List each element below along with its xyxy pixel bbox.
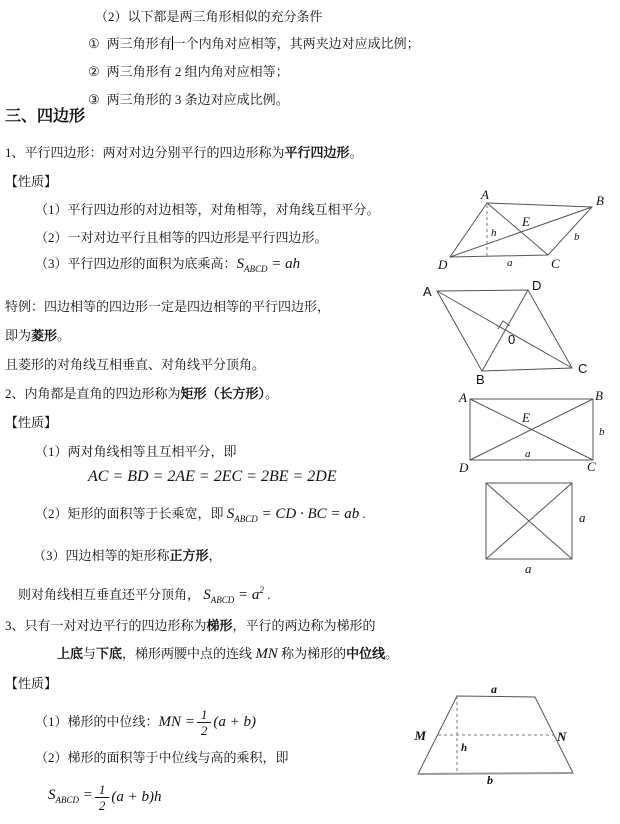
- rect-diagonal-formula: [88, 468, 337, 486]
- rect-property-1: [35, 443, 237, 461]
- pgram-p3-text: （3）平行四边形的面积为底乘高：: [35, 256, 237, 271]
- rhombus-note-1: [5, 298, 330, 316]
- rhombus-l2-a: 即为: [5, 328, 32, 343]
- pgram-props-text: 【性质】: [5, 174, 58, 189]
- trap-area-formula: [48, 778, 162, 816]
- trap-def2-f: 称为梯形的: [277, 646, 347, 661]
- trap-MN: MN: [255, 646, 278, 662]
- trap-def-term: 梯形: [206, 618, 233, 633]
- vertex-label-B: B: [476, 372, 485, 387]
- vertex-label-A: A: [459, 390, 467, 405]
- bottom-base-edge: [418, 773, 573, 774]
- square-note-text: 则对角线相互垂直还平分顶角，: [18, 587, 204, 602]
- side-label-a: a: [507, 257, 513, 269]
- side-label-a-right: a: [579, 510, 586, 525]
- rect-property-2: [35, 505, 366, 528]
- square-note: [18, 581, 270, 609]
- pgram-area-formula: [237, 256, 301, 272]
- diagonal-DB: [450, 207, 592, 257]
- rect-f1-text: AC = BD = 2AE = 2EC = 2BE = 2DE: [88, 468, 337, 485]
- rhombus-l3-text: 且菱形的对角线互相垂直、对角线平分顶角。: [5, 357, 266, 372]
- rhombus-l1-text: 特例：四边相等的四边形一定是四边相等的平行四边形，: [5, 299, 331, 314]
- vertex-label-C: C: [578, 361, 588, 376]
- item1-text-a: 两三角形有: [106, 36, 172, 51]
- fraction-numerator: 1: [95, 782, 110, 798]
- formula-exponent: 2: [259, 585, 264, 595]
- vertex-label-A: A: [481, 187, 489, 202]
- fraction-one-half: [95, 782, 110, 813]
- vertex-label-B: B: [595, 388, 603, 403]
- formula-S: S: [236, 256, 245, 272]
- diagonal-DB: [482, 290, 528, 371]
- side-label-a: a: [525, 448, 531, 460]
- side-label-b: b: [574, 231, 580, 243]
- similarity-item-1: [88, 35, 420, 53]
- rhombus-term: 菱形: [31, 328, 58, 343]
- square-area-formula: [203, 587, 264, 603]
- pgram-p2-text: （2）一对对边平行且相等的四边形是平行四边形。: [35, 230, 328, 245]
- center-label-O: 0: [508, 332, 516, 347]
- circled-1-bullet: ①: [88, 36, 100, 51]
- trap-def2-d: ，梯形两腰中点的连线: [122, 646, 256, 661]
- formula-rhs: = ah: [267, 256, 301, 272]
- item1-text-b: 一个内角对应相等，其两夹边对应成比例；: [172, 36, 420, 51]
- trapezoid-definition-2: [57, 645, 398, 663]
- pgram-p1-text: （1）平行四边形的对边相等，对角相等，对角线互相平分。: [35, 202, 380, 217]
- trap-property-1: [35, 703, 256, 741]
- vertex-label-D: D: [459, 460, 469, 475]
- rhombus-diagram: [420, 280, 620, 390]
- parallelogram-outline: [450, 203, 592, 257]
- square-diagram: [480, 478, 615, 578]
- formula-eq: =: [181, 714, 195, 730]
- item2-text: 两三角形有 2 组内角对应相等；: [106, 64, 289, 79]
- midpoint-label-M: M: [414, 728, 426, 743]
- top-base-label-a: a: [491, 682, 497, 696]
- rect-p2-text: （2）矩形的面积等于长乘宽，即: [35, 506, 227, 521]
- midpoint-label-N: N: [557, 729, 567, 744]
- trap-lower-base-term: 下底: [96, 646, 123, 661]
- rect-props-text: 【性质】: [5, 415, 58, 430]
- rhombus-note-2: [5, 327, 70, 345]
- vertex-label-A: A: [423, 284, 432, 299]
- trap-p2-text: （2）梯形的面积等于中位线与高的乘积，即: [35, 750, 289, 765]
- area-formula-lhs: [48, 786, 93, 809]
- pgram-def-a: 1、平行四边形：两对对边分别平行的四边形称为: [5, 145, 285, 160]
- midline-formula-lhs: [159, 713, 195, 731]
- right-angle-marker: [498, 321, 510, 329]
- rect-def-c: 。: [265, 386, 279, 401]
- pgram-def-term: 平行四边形: [284, 145, 350, 160]
- trapezoid-definition-1: [5, 617, 376, 635]
- vertex-label-C: C: [587, 459, 596, 474]
- rect-area-formula: [227, 506, 360, 522]
- circled-2-bullet: ②: [88, 64, 100, 79]
- square-note-end: .: [263, 587, 271, 602]
- vertex-label-B: B: [596, 193, 604, 208]
- similarity-item-2: [88, 63, 289, 81]
- trap-property-2: [35, 749, 289, 767]
- formula-sub: ABCD: [244, 264, 268, 274]
- rectangle-definition: [5, 385, 278, 403]
- parallelogram-definition: [5, 144, 363, 162]
- rhombus-l2-c: 。: [57, 328, 71, 343]
- point-label-E: E: [522, 214, 530, 229]
- trapezoid-outline: [418, 696, 573, 774]
- formula-rhs: = a: [234, 587, 260, 603]
- trap-def2-b: 与: [83, 646, 97, 661]
- formula-S: S: [203, 587, 211, 603]
- trap-def-c: ，平行的两边称为梯形的: [232, 618, 376, 633]
- similarity-intro: [95, 8, 323, 26]
- midline-formula-rhs: (a + b): [213, 714, 257, 730]
- pgram-properties-label: [5, 173, 57, 191]
- square-term: 正方形: [169, 548, 209, 563]
- circled-3-bullet: ③: [88, 92, 100, 107]
- pgram-property-1: [35, 201, 380, 219]
- pgram-property-2: [35, 229, 328, 247]
- trap-properties-label: [5, 675, 57, 693]
- vertex-label-C: C: [551, 256, 560, 271]
- formula-rhs: = CD · BC = ab: [257, 506, 360, 522]
- formula-sub: ABCD: [234, 514, 258, 524]
- trap-upper-base-term: 上底: [57, 646, 84, 661]
- fraction-denominator: 2: [98, 797, 106, 813]
- trapezoid-diagram: [400, 680, 620, 805]
- formula-MN: MN: [158, 714, 182, 730]
- height-label-h: h: [491, 227, 497, 239]
- rect-properties-label: [5, 414, 57, 432]
- rect-def-term: 矩形（长方形）: [180, 386, 266, 401]
- rectangle-diagram: [445, 385, 620, 475]
- formula-sub: ABCD: [210, 595, 235, 605]
- rhombus-note-3: [5, 356, 265, 374]
- similarity-item-3: [88, 91, 289, 109]
- diagonal-AC: [437, 291, 572, 368]
- height-label-h: h: [461, 742, 468, 754]
- formula-sub: ABCD: [55, 794, 79, 805]
- trap-midline-term: 中位线: [346, 646, 386, 661]
- trap-p1-text: （1）梯形的中位线：: [35, 714, 159, 729]
- formula-eq: =: [79, 786, 93, 803]
- similarity-intro-text: （2）以下都是两三角形相似的充分条件: [95, 9, 323, 24]
- parallelogram-diagram: [425, 185, 620, 280]
- formula-S: S: [226, 506, 235, 522]
- rect-p3-a: （3）四边相等的矩形称: [33, 548, 170, 563]
- vertex-label-D: D: [438, 257, 448, 272]
- pgram-def-c: 。: [349, 145, 363, 160]
- rect-p2-end: .: [359, 506, 366, 521]
- formula-S: S: [48, 786, 56, 803]
- fraction-denominator: 2: [200, 722, 208, 738]
- rect-def-a: 2、内角都是直角的四边形称为: [5, 386, 181, 401]
- pgram-property-3: [35, 255, 300, 278]
- side-label-a-bottom: a: [525, 561, 532, 576]
- item3-text: 两三角形的 3 条边对应成比例。: [106, 92, 289, 107]
- side-label-b: b: [599, 426, 605, 438]
- point-label-E: E: [522, 410, 530, 425]
- section-heading-text: 三、四边形: [5, 108, 86, 125]
- rect-p1-text: （1）两对角线相等且互相平分，即: [35, 444, 237, 459]
- area-formula-rhs: (a + b)h: [111, 789, 162, 805]
- fraction-numerator: 1: [197, 707, 212, 723]
- vertex-label-D: D: [532, 278, 542, 293]
- rect-property-3: [33, 547, 222, 565]
- rect-p3-c: ，: [208, 548, 222, 563]
- fraction-one-half: [197, 707, 212, 738]
- trap-def2-h: 。: [385, 646, 399, 661]
- trap-props-text: 【性质】: [5, 676, 58, 691]
- section-heading: [5, 108, 85, 126]
- trap-def-a: 3、只有一对对边平行的四边形称为: [5, 618, 207, 633]
- bottom-base-label-b: b: [487, 773, 493, 787]
